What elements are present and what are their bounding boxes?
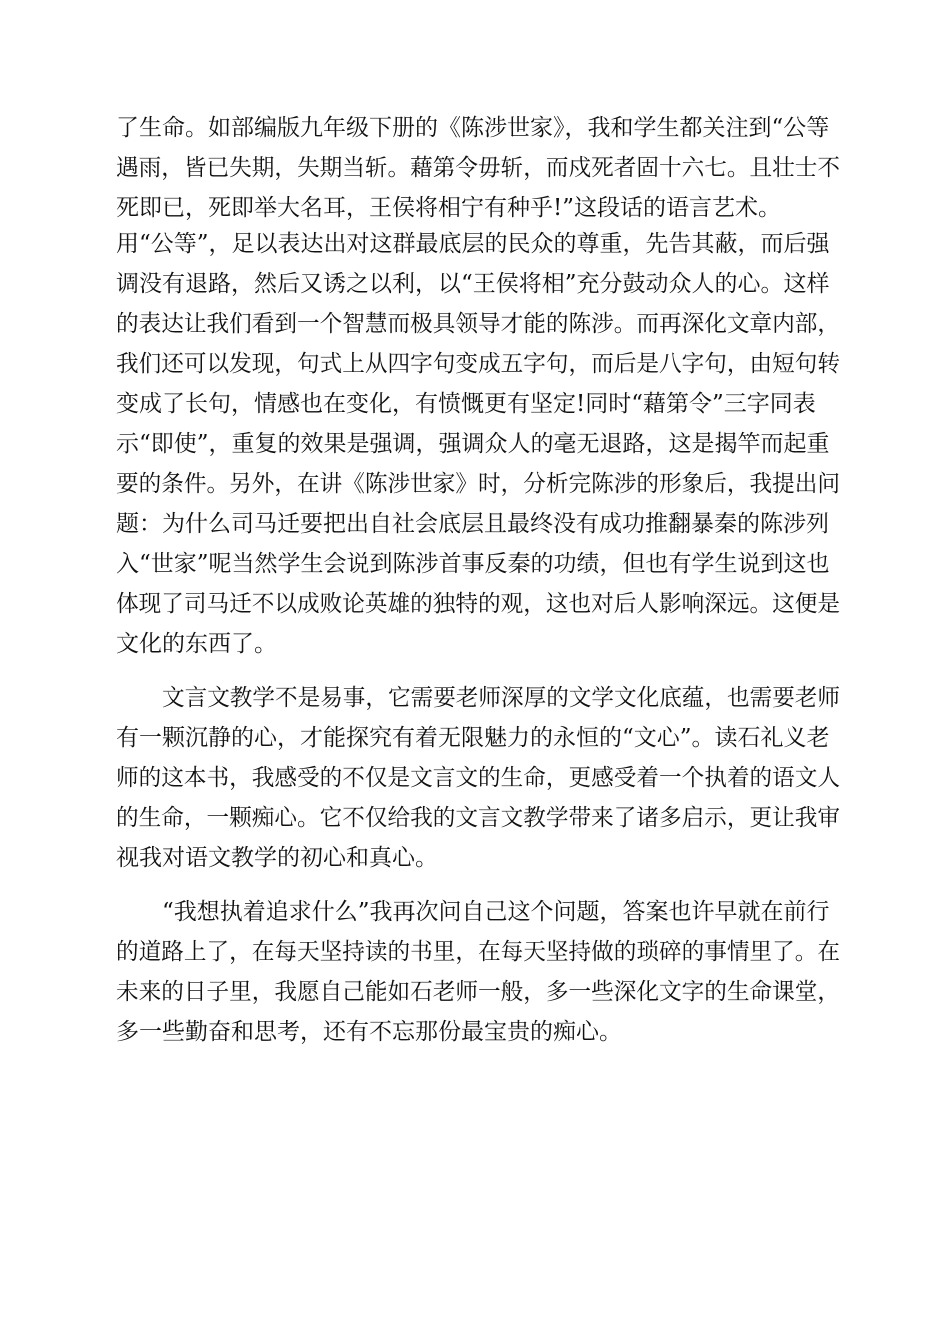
text-line: 未来的日子里，我愿自己能如石老师一般，多一些深化文字的生命课堂， (116, 979, 841, 1005)
text-line: 死即已，死即举大名耳，王侯将相宁有种乎!”这段话的语言艺术。 (116, 195, 782, 221)
text-line: 要的条件。另外，在讲《陈涉世家》时，分析完陈涉的形象后，我提出问 (116, 471, 841, 497)
text-line: 的表达让我们看到一个智慧而极具领导才能的陈涉。而再深化文章内部， (116, 311, 841, 337)
text-line: 题：为什么司马迁要把出自社会底层且最终没有成功推翻暴秦的陈涉列 (116, 511, 829, 537)
text-line: 入“世家”呢当然学生会说到陈涉首事反秦的功绩，但也有学生说到这也 (116, 551, 830, 577)
text-line: “我想执着追求什么”我再次问自己这个问题，答案也许早就在前行 (162, 899, 830, 925)
text-line: 的道路上了，在每天坚持读的书里，在每天坚持做的琐碎的事情里了。在 (116, 939, 841, 965)
text-line: 我们还可以发现，句式上从四字句变成五字句，而后是八字句，由短句转 (116, 351, 841, 377)
text-line: 变成了长句，情感也在变化，有愤慨更有坚定!同时“藉第令”三字同表 (116, 391, 816, 417)
text-line: 文言文教学不是易事，它需要老师深厚的文学文化底蕴，也需要老师 (162, 685, 840, 711)
text-line: 多一些勤奋和思考，还有不忘那份最宝贵的痴心。 (116, 1019, 622, 1045)
text-line: 文化的东西了。 (116, 631, 277, 657)
text-line: 调没有退路，然后又诱之以利，以“王侯将相”充分鼓动众人的心。这样 (116, 271, 830, 297)
text-line: 用“公等”，足以表达出对这群最底层的民众的尊重，先告其蔽，而后强 (116, 231, 830, 257)
text-line: 视我对语文教学的初心和真心。 (116, 845, 438, 871)
text-line: 示“即使”，重复的效果是强调，强调众人的毫无退路，这是揭竿而起重 (116, 431, 830, 457)
text-line: 了生命。如部编版九年级下册的《陈涉世家》，我和学生都关注到“公等 (116, 115, 830, 141)
text-line: 的生命，一颗痴心。它不仅给我的文言文教学带来了诸多启示，更让我审 (116, 805, 841, 831)
text-line: 师的这本书，我感受的不仅是文言文的生命，更感受着一个执着的语文人 (116, 765, 841, 791)
text-line: 遇雨，皆已失期，失期当斩。藉第令毋斩，而戍死者固十六七。且壮士不 (116, 155, 841, 181)
text-line: 体现了司马迁不以成败论英雄的独特的观，这也对后人影响深远。这便是 (116, 591, 841, 617)
text-line: 有一颗沉静的心，才能探究有着无限魅力的永恒的“文心”。读石礼义老 (116, 725, 830, 751)
